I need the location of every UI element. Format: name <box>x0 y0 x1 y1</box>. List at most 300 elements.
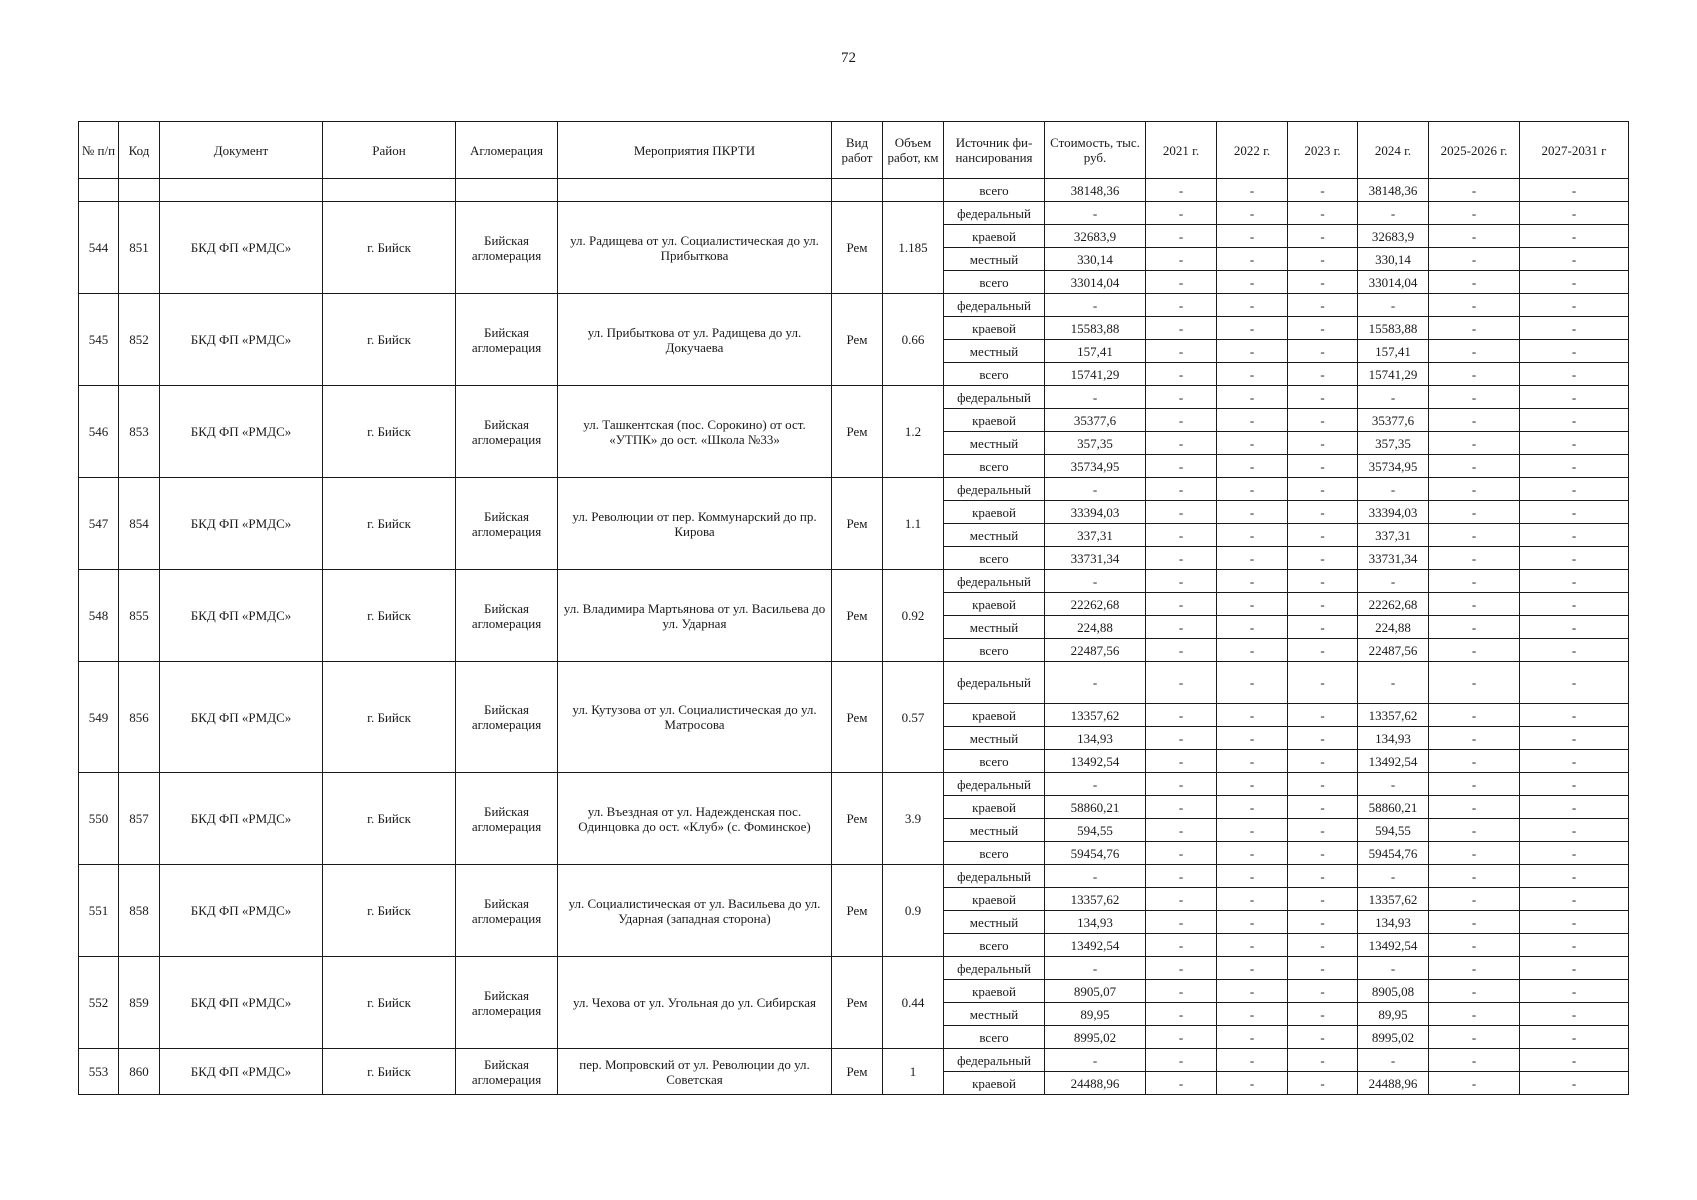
year-2022-cell: - <box>1217 524 1288 547</box>
year-2027-2031-cell: - <box>1520 1003 1629 1026</box>
year-2021-cell: - <box>1146 271 1217 294</box>
year-2023-cell: - <box>1288 524 1358 547</box>
year-2023-cell: - <box>1288 980 1358 1003</box>
year-2027-2031-cell: - <box>1520 888 1629 911</box>
year-2023-cell: - <box>1288 363 1358 386</box>
year-2022-cell: - <box>1217 616 1288 639</box>
year-2024-cell: 337,31 <box>1358 524 1429 547</box>
cost-cell: 58860,21 <box>1045 796 1146 819</box>
table-row <box>79 1049 1629 1072</box>
year-2027-2031-cell: - <box>1520 524 1629 547</box>
year-2022-cell: - <box>1217 386 1288 409</box>
cost-cell: 15583,88 <box>1045 317 1146 340</box>
cost-cell: 33731,34 <box>1045 547 1146 570</box>
volume-cell: 0.57 <box>883 662 944 773</box>
year-2027-2031-cell: - <box>1520 704 1629 727</box>
source-cell: краевой <box>944 888 1045 911</box>
cost-cell: 13492,54 <box>1045 934 1146 957</box>
year-2024-cell: 224,88 <box>1358 616 1429 639</box>
agglomeration-cell: Бийская агломерация <box>456 294 558 386</box>
table-row <box>79 957 1629 980</box>
volume-cell: 0.92 <box>883 570 944 662</box>
year-2024-cell: - <box>1358 957 1429 980</box>
year-2021-cell: - <box>1146 317 1217 340</box>
year-2021-cell: - <box>1146 957 1217 980</box>
year-2022-cell: - <box>1217 750 1288 773</box>
year-2024-cell: 89,95 <box>1358 1003 1429 1026</box>
code-cell: 853 <box>119 386 160 478</box>
year-2021-cell: - <box>1146 593 1217 616</box>
source-cell: всего <box>944 363 1045 386</box>
year-2025-2026-cell: - <box>1429 593 1520 616</box>
year-2022-cell: - <box>1217 819 1288 842</box>
event-cell: ул. Радищева от ул. Социалистическая до ул. Прибыткова <box>558 202 832 294</box>
year-2027-2031-cell: - <box>1520 501 1629 524</box>
source-cell: местный <box>944 616 1045 639</box>
year-2022-cell: - <box>1217 934 1288 957</box>
document-cell: БКД ФП «РМДС» <box>160 1049 323 1095</box>
year-2027-2031-cell: - <box>1520 957 1629 980</box>
header-cell: 2022 г. <box>1217 122 1288 179</box>
year-2023-cell: - <box>1288 639 1358 662</box>
table-row <box>79 386 1629 409</box>
year-2022-cell: - <box>1217 455 1288 478</box>
source-cell: всего <box>944 179 1045 202</box>
district-cell: г. Бийск <box>323 662 456 773</box>
row-number-cell: 548 <box>79 570 119 662</box>
year-2022-cell: - <box>1217 704 1288 727</box>
agglomeration-cell: Бийская агломерация <box>456 865 558 957</box>
year-2023-cell: - <box>1288 773 1358 796</box>
row-number-cell: 546 <box>79 386 119 478</box>
cost-cell: 330,14 <box>1045 248 1146 271</box>
year-2024-cell: 32683,9 <box>1358 225 1429 248</box>
year-2025-2026-cell: - <box>1429 888 1520 911</box>
table-row <box>79 478 1629 501</box>
year-2025-2026-cell: - <box>1429 727 1520 750</box>
year-2027-2031-cell: - <box>1520 409 1629 432</box>
year-2021-cell: - <box>1146 524 1217 547</box>
cost-cell: 35377,6 <box>1045 409 1146 432</box>
source-cell: местный <box>944 1003 1045 1026</box>
cost-cell: 13357,62 <box>1045 888 1146 911</box>
year-2022-cell: - <box>1217 888 1288 911</box>
cost-cell: - <box>1045 478 1146 501</box>
year-2023-cell: - <box>1288 271 1358 294</box>
row-number-cell: 545 <box>79 294 119 386</box>
empty-cell <box>558 179 832 202</box>
year-2021-cell: - <box>1146 819 1217 842</box>
volume-cell: 1 <box>883 1049 944 1095</box>
year-2025-2026-cell: - <box>1429 616 1520 639</box>
year-2023-cell: - <box>1288 340 1358 363</box>
year-2023-cell: - <box>1288 888 1358 911</box>
source-cell: местный <box>944 248 1045 271</box>
year-2023-cell: - <box>1288 842 1358 865</box>
header-cell: Объем работ, км <box>883 122 944 179</box>
year-2025-2026-cell: - <box>1429 455 1520 478</box>
year-2025-2026-cell: - <box>1429 911 1520 934</box>
year-2024-cell: 330,14 <box>1358 248 1429 271</box>
empty-cell <box>456 179 558 202</box>
year-2023-cell: - <box>1288 501 1358 524</box>
event-cell: пер. Мопровский от ул. Революции до ул. Советская <box>558 1049 832 1095</box>
header-cell: Район <box>323 122 456 179</box>
year-2021-cell: - <box>1146 704 1217 727</box>
table-row <box>79 570 1629 593</box>
cost-cell: 38148,36 <box>1045 179 1146 202</box>
year-2024-cell: - <box>1358 773 1429 796</box>
year-2022-cell: - <box>1217 271 1288 294</box>
year-2027-2031-cell: - <box>1520 796 1629 819</box>
year-2025-2026-cell: - <box>1429 386 1520 409</box>
year-2023-cell: - <box>1288 432 1358 455</box>
year-2023-cell: - <box>1288 796 1358 819</box>
empty-cell <box>160 179 323 202</box>
source-cell: федеральный <box>944 478 1045 501</box>
year-2027-2031-cell: - <box>1520 616 1629 639</box>
year-2024-cell: 15583,88 <box>1358 317 1429 340</box>
year-2021-cell: - <box>1146 796 1217 819</box>
year-2025-2026-cell: - <box>1429 750 1520 773</box>
cost-cell: 134,93 <box>1045 911 1146 934</box>
year-2025-2026-cell: - <box>1429 796 1520 819</box>
empty-cell <box>323 179 456 202</box>
year-2025-2026-cell: - <box>1429 317 1520 340</box>
source-cell: всего <box>944 842 1045 865</box>
year-2021-cell: - <box>1146 248 1217 271</box>
source-cell: краевой <box>944 704 1045 727</box>
header-cell: Агломерация <box>456 122 558 179</box>
event-cell: ул. Прибыткова от ул. Радищева до ул. Докучаева <box>558 294 832 386</box>
year-2021-cell: - <box>1146 727 1217 750</box>
year-2023-cell: - <box>1288 934 1358 957</box>
year-2021-cell: - <box>1146 363 1217 386</box>
year-2022-cell: - <box>1217 865 1288 888</box>
source-cell: местный <box>944 340 1045 363</box>
event-cell: ул. Революции от пер. Коммунарский до пр. Кирова <box>558 478 832 570</box>
cost-cell: 13357,62 <box>1045 704 1146 727</box>
year-2027-2031-cell: - <box>1520 570 1629 593</box>
document-cell: БКД ФП «РМДС» <box>160 202 323 294</box>
event-cell: ул. Владимира Мартьянова от ул. Васильева до ул. Ударная <box>558 570 832 662</box>
year-2022-cell: - <box>1217 432 1288 455</box>
year-2023-cell: - <box>1288 225 1358 248</box>
year-2024-cell: 22262,68 <box>1358 593 1429 616</box>
document-cell: БКД ФП «РМДС» <box>160 478 323 570</box>
year-2021-cell: - <box>1146 842 1217 865</box>
year-2027-2031-cell: - <box>1520 1026 1629 1049</box>
year-2025-2026-cell: - <box>1429 501 1520 524</box>
source-cell: федеральный <box>944 957 1045 980</box>
year-2025-2026-cell: - <box>1429 1049 1520 1072</box>
year-2027-2031-cell: - <box>1520 225 1629 248</box>
year-2027-2031-cell: - <box>1520 639 1629 662</box>
year-2024-cell: 13357,62 <box>1358 704 1429 727</box>
year-2023-cell: - <box>1288 865 1358 888</box>
year-2023-cell: - <box>1288 750 1358 773</box>
cost-cell: 337,31 <box>1045 524 1146 547</box>
cost-cell: 594,55 <box>1045 819 1146 842</box>
agglomeration-cell: Бийская агломерация <box>456 478 558 570</box>
event-cell: ул. Чехова от ул. Угольная до ул. Сибирская <box>558 957 832 1049</box>
year-2021-cell: - <box>1146 455 1217 478</box>
work-type-cell: Рем <box>832 294 883 386</box>
source-cell: краевой <box>944 317 1045 340</box>
year-2022-cell: - <box>1217 317 1288 340</box>
year-2024-cell: 33014,04 <box>1358 271 1429 294</box>
year-2025-2026-cell: - <box>1429 842 1520 865</box>
year-2025-2026-cell: - <box>1429 957 1520 980</box>
cost-cell: 24488,96 <box>1045 1072 1146 1095</box>
work-type-cell: Рем <box>832 570 883 662</box>
cost-cell: - <box>1045 202 1146 225</box>
year-2023-cell: - <box>1288 547 1358 570</box>
table-row <box>79 202 1629 225</box>
year-2027-2031-cell: - <box>1520 819 1629 842</box>
source-cell: федеральный <box>944 202 1045 225</box>
table-row <box>79 773 1629 796</box>
year-2025-2026-cell: - <box>1429 773 1520 796</box>
source-cell: краевой <box>944 1072 1045 1095</box>
year-2021-cell: - <box>1146 478 1217 501</box>
year-2025-2026-cell: - <box>1429 1026 1520 1049</box>
cost-cell: 59454,76 <box>1045 842 1146 865</box>
source-cell: федеральный <box>944 773 1045 796</box>
event-cell: ул. Кутузова от ул. Социалистическая до ул. Матросова <box>558 662 832 773</box>
row-number-cell: 549 <box>79 662 119 773</box>
year-2022-cell: - <box>1217 727 1288 750</box>
year-2024-cell: 22487,56 <box>1358 639 1429 662</box>
code-cell: 858 <box>119 865 160 957</box>
year-2024-cell: - <box>1358 1049 1429 1072</box>
source-cell: местный <box>944 819 1045 842</box>
year-2021-cell: - <box>1146 432 1217 455</box>
year-2027-2031-cell: - <box>1520 1049 1629 1072</box>
year-2021-cell: - <box>1146 934 1217 957</box>
year-2021-cell: - <box>1146 225 1217 248</box>
year-2023-cell: - <box>1288 409 1358 432</box>
district-cell: г. Бийск <box>323 570 456 662</box>
work-type-cell: Рем <box>832 386 883 478</box>
year-2027-2031-cell: - <box>1520 865 1629 888</box>
volume-cell: 3.9 <box>883 773 944 865</box>
year-2024-cell: - <box>1358 570 1429 593</box>
cost-cell: - <box>1045 386 1146 409</box>
year-2025-2026-cell: - <box>1429 865 1520 888</box>
source-cell: краевой <box>944 501 1045 524</box>
volume-cell: 1.185 <box>883 202 944 294</box>
empty-cell <box>832 179 883 202</box>
year-2027-2031-cell: - <box>1520 271 1629 294</box>
year-2027-2031-cell: - <box>1520 317 1629 340</box>
year-2023-cell: - <box>1288 455 1358 478</box>
work-type-cell: Рем <box>832 865 883 957</box>
year-2027-2031-cell: - <box>1520 179 1629 202</box>
source-cell: местный <box>944 432 1045 455</box>
cost-cell: 8995,02 <box>1045 1026 1146 1049</box>
year-2021-cell: - <box>1146 409 1217 432</box>
source-cell: федеральный <box>944 294 1045 317</box>
year-2025-2026-cell: - <box>1429 524 1520 547</box>
source-cell: всего <box>944 271 1045 294</box>
source-cell: местный <box>944 911 1045 934</box>
cost-cell: 157,41 <box>1045 340 1146 363</box>
year-2022-cell: - <box>1217 478 1288 501</box>
year-2023-cell: - <box>1288 1072 1358 1095</box>
year-2022-cell: - <box>1217 294 1288 317</box>
code-cell: 851 <box>119 202 160 294</box>
document-cell: БКД ФП «РМДС» <box>160 773 323 865</box>
cost-cell: - <box>1045 294 1146 317</box>
year-2021-cell: - <box>1146 980 1217 1003</box>
year-2022-cell: - <box>1217 409 1288 432</box>
cost-cell: 357,35 <box>1045 432 1146 455</box>
document-cell: БКД ФП «РМДС» <box>160 662 323 773</box>
year-2022-cell: - <box>1217 225 1288 248</box>
table-row <box>79 294 1629 317</box>
document-cell: БКД ФП «РМДС» <box>160 570 323 662</box>
year-2023-cell: - <box>1288 317 1358 340</box>
source-cell: всего <box>944 750 1045 773</box>
cost-cell: 134,93 <box>1045 727 1146 750</box>
year-2027-2031-cell: - <box>1520 773 1629 796</box>
source-cell: всего <box>944 1026 1045 1049</box>
year-2025-2026-cell: - <box>1429 202 1520 225</box>
year-2023-cell: - <box>1288 704 1358 727</box>
year-2025-2026-cell: - <box>1429 1072 1520 1095</box>
year-2027-2031-cell: - <box>1520 934 1629 957</box>
year-2024-cell: 15741,29 <box>1358 363 1429 386</box>
code-cell: 860 <box>119 1049 160 1095</box>
year-2022-cell: - <box>1217 363 1288 386</box>
year-2023-cell: - <box>1288 911 1358 934</box>
source-cell: федеральный <box>944 570 1045 593</box>
year-2021-cell: - <box>1146 340 1217 363</box>
cost-cell: 8905,07 <box>1045 980 1146 1003</box>
year-2024-cell: 24488,96 <box>1358 1072 1429 1095</box>
year-2027-2031-cell: - <box>1520 363 1629 386</box>
work-type-cell: Рем <box>832 662 883 773</box>
year-2022-cell: - <box>1217 570 1288 593</box>
year-2022-cell: - <box>1217 773 1288 796</box>
year-2025-2026-cell: - <box>1429 179 1520 202</box>
year-2023-cell: - <box>1288 1026 1358 1049</box>
document-cell: БКД ФП «РМДС» <box>160 386 323 478</box>
year-2023-cell: - <box>1288 1003 1358 1026</box>
year-2024-cell: 8905,08 <box>1358 980 1429 1003</box>
year-2024-cell: - <box>1358 865 1429 888</box>
header-cell: 2021 г. <box>1146 122 1217 179</box>
year-2022-cell: - <box>1217 547 1288 570</box>
year-2023-cell: - <box>1288 819 1358 842</box>
year-2024-cell: 59454,76 <box>1358 842 1429 865</box>
volume-cell: 1.2 <box>883 386 944 478</box>
cost-cell: 89,95 <box>1045 1003 1146 1026</box>
year-2024-cell: - <box>1358 386 1429 409</box>
year-2024-cell: 33394,03 <box>1358 501 1429 524</box>
row-number-cell: 550 <box>79 773 119 865</box>
header-cell: 2024 г. <box>1358 122 1429 179</box>
cost-cell: 35734,95 <box>1045 455 1146 478</box>
work-type-cell: Рем <box>832 478 883 570</box>
year-2023-cell: - <box>1288 616 1358 639</box>
year-2021-cell: - <box>1146 1026 1217 1049</box>
year-2023-cell: - <box>1288 662 1358 704</box>
year-2025-2026-cell: - <box>1429 294 1520 317</box>
row-number-cell: 544 <box>79 202 119 294</box>
district-cell: г. Бийск <box>323 773 456 865</box>
year-2027-2031-cell: - <box>1520 294 1629 317</box>
agglomeration-cell: Бийская агломерация <box>456 386 558 478</box>
cost-cell: - <box>1045 957 1146 980</box>
header-cell: 2025-2026 г. <box>1429 122 1520 179</box>
year-2025-2026-cell: - <box>1429 639 1520 662</box>
year-2022-cell: - <box>1217 340 1288 363</box>
year-2021-cell: - <box>1146 1049 1217 1072</box>
year-2027-2031-cell: - <box>1520 386 1629 409</box>
row-number-cell: 552 <box>79 957 119 1049</box>
agglomeration-cell: Бийская агломерация <box>456 1049 558 1095</box>
cost-cell: 13492,54 <box>1045 750 1146 773</box>
agglomeration-cell: Бийская агломерация <box>456 662 558 773</box>
year-2027-2031-cell: - <box>1520 455 1629 478</box>
year-2027-2031-cell: - <box>1520 432 1629 455</box>
source-cell: краевой <box>944 409 1045 432</box>
source-cell: федеральный <box>944 1049 1045 1072</box>
year-2027-2031-cell: - <box>1520 1072 1629 1095</box>
year-2025-2026-cell: - <box>1429 409 1520 432</box>
page-number: 72 <box>841 50 856 66</box>
document-cell: БКД ФП «РМДС» <box>160 865 323 957</box>
year-2023-cell: - <box>1288 593 1358 616</box>
year-2022-cell: - <box>1217 980 1288 1003</box>
year-2024-cell: 38148,36 <box>1358 179 1429 202</box>
cost-cell: - <box>1045 1049 1146 1072</box>
year-2023-cell: - <box>1288 1049 1358 1072</box>
year-2025-2026-cell: - <box>1429 478 1520 501</box>
year-2024-cell: 13357,62 <box>1358 888 1429 911</box>
year-2027-2031-cell: - <box>1520 248 1629 271</box>
table-row <box>79 662 1629 704</box>
cost-cell: - <box>1045 662 1146 704</box>
year-2021-cell: - <box>1146 547 1217 570</box>
source-cell: федеральный <box>944 865 1045 888</box>
district-cell: г. Бийск <box>323 202 456 294</box>
year-2021-cell: - <box>1146 179 1217 202</box>
source-cell: федеральный <box>944 386 1045 409</box>
header-cell: Вид работ <box>832 122 883 179</box>
source-cell: местный <box>944 524 1045 547</box>
year-2021-cell: - <box>1146 1003 1217 1026</box>
year-2024-cell: 13492,54 <box>1358 934 1429 957</box>
year-2021-cell: - <box>1146 616 1217 639</box>
year-2022-cell: - <box>1217 179 1288 202</box>
year-2023-cell: - <box>1288 957 1358 980</box>
year-2027-2031-cell: - <box>1520 842 1629 865</box>
empty-cell <box>883 179 944 202</box>
agglomeration-cell: Бийская агломерация <box>456 957 558 1049</box>
year-2024-cell: - <box>1358 294 1429 317</box>
table-body <box>79 179 1629 1095</box>
cost-cell: - <box>1045 773 1146 796</box>
year-2025-2026-cell: - <box>1429 271 1520 294</box>
year-2022-cell: - <box>1217 911 1288 934</box>
header-cell: Документ <box>160 122 323 179</box>
year-2022-cell: - <box>1217 593 1288 616</box>
year-2021-cell: - <box>1146 865 1217 888</box>
year-2021-cell: - <box>1146 294 1217 317</box>
